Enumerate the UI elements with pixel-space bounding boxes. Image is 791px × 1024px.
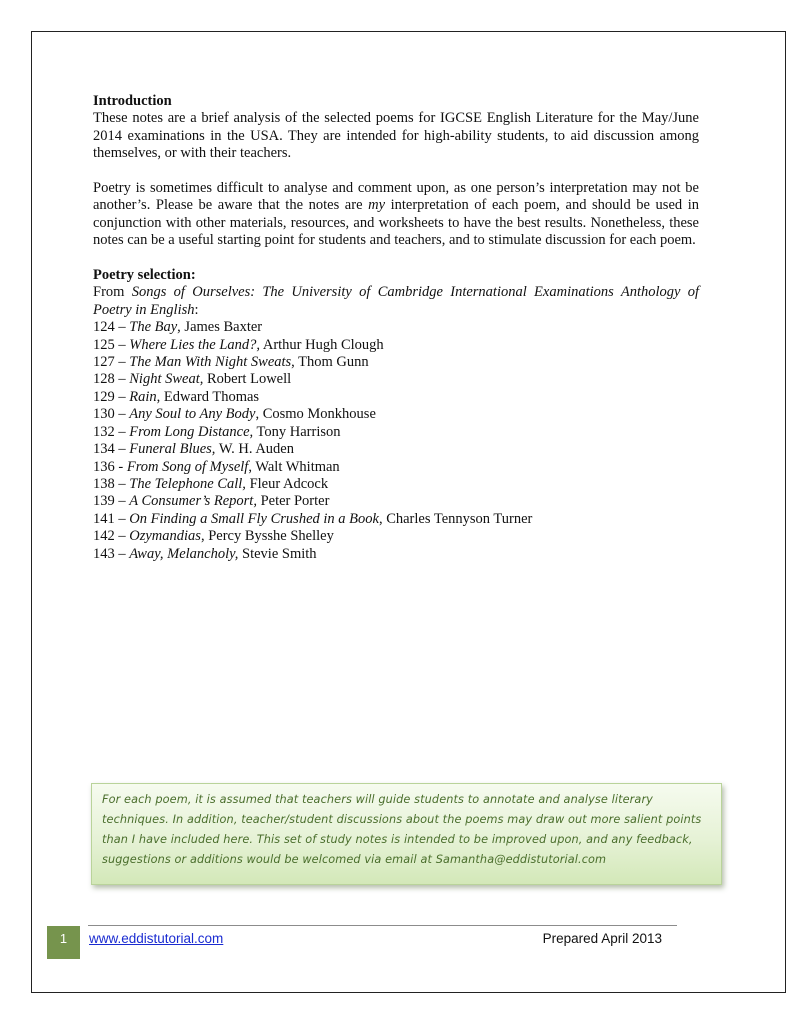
poem-list-item	[93, 528, 699, 545]
poem-list-item	[93, 354, 699, 371]
poem-title: The Man With Night Sweats	[129, 354, 292, 371]
anthology-title: Songs of Ourselves: The University of Cambridge International Examinations Anthology of Poetry in English	[93, 284, 700, 318]
poem-author: Peter Porter	[260, 493, 330, 510]
poem-author: Stevie Smith	[242, 545, 317, 562]
poem-author: Edward Thomas	[163, 388, 260, 405]
poem-list-item	[93, 424, 699, 441]
poem-page: 141 –	[93, 510, 130, 527]
poem-page: 142 –	[93, 528, 130, 545]
poem-list-item	[93, 337, 699, 354]
poem-title: Away, Melancholy,	[129, 545, 239, 562]
poem-author: Arthur Hugh Clough	[262, 336, 384, 353]
poem-page: 139 –	[93, 493, 130, 510]
page-number: 1	[59, 931, 68, 946]
poem-list-item	[93, 511, 699, 528]
poem-page: 125 –	[93, 336, 130, 353]
poem-list	[93, 319, 699, 563]
poem-author: Charles Tennyson Turner	[386, 510, 533, 527]
paragraph-text: Poetry is sometimes difficult to analyse and comment upon, as one person’s interpretation may not be another’s. Please be aware that the notes are	[93, 180, 699, 214]
poem-title: Where Lies the Land?,	[129, 336, 261, 353]
poem-author: Fleur Adcock	[249, 475, 329, 492]
emphasis-text: my	[368, 197, 386, 214]
poem-page: 129 –	[93, 388, 130, 405]
poem-title: Night Sweat,	[129, 371, 204, 388]
poem-list-item	[93, 476, 699, 493]
poem-separator: ,	[200, 528, 209, 545]
poem-author: Thom Gunn	[298, 354, 369, 371]
poem-title: The Bay	[129, 319, 178, 336]
spacer	[93, 250, 699, 267]
poem-separator: ,	[177, 319, 185, 336]
poem-list-item	[93, 441, 699, 458]
poem-title: The Telephone Call,	[129, 475, 246, 492]
from-prefix: From	[93, 284, 132, 301]
spacer	[93, 163, 699, 180]
poem-title: On Finding a Small Fly Crushed in a Book	[129, 510, 379, 527]
poem-separator: ,	[291, 354, 299, 371]
introduction-heading: Introduction	[93, 93, 172, 109]
poem-author: James Baxter	[184, 319, 263, 336]
study-note-text: For each poem, it is assumed that teachers will guide students to annotate and analyse literary techniques. In addition, teacher/student discussions about the poems may draw out more salient points than I have included here. This set of study notes is intended to be improved upon, and any feedback, suggestions or additions would be welcomed via email at Samantha@eddistutorial.com	[102, 793, 702, 866]
footer-divider	[88, 925, 677, 926]
poem-title: From Long Distance,	[129, 423, 254, 440]
poem-separator: ,	[378, 510, 387, 527]
poem-page: 127 –	[93, 354, 130, 371]
poem-page: 136 -	[93, 458, 127, 475]
poem-list-item	[93, 493, 699, 510]
poem-list-item	[93, 459, 699, 476]
introduction-paragraph-1: These notes are a brief analysis of the selected poems for IGCSE English Literature for the May/June 2014 examinations in the USA. They are intended for high-ability students, to aid discussion among themselves, or with their teachers.	[93, 110, 699, 162]
poem-separator: ,	[248, 458, 256, 475]
document-body	[93, 93, 699, 563]
poem-author: Cosmo Monkhouse	[262, 406, 376, 423]
poem-title: Rain	[129, 388, 157, 405]
poem-author: Walt Whitman	[255, 458, 340, 475]
poem-page: 134 –	[93, 441, 130, 458]
poem-page: 132 –	[93, 423, 130, 440]
poem-title: Funeral Blues,	[129, 441, 216, 458]
poem-list-item	[93, 319, 699, 336]
poem-separator: ,	[255, 406, 263, 423]
poem-list-item	[93, 371, 699, 388]
poem-title: Ozymandias	[129, 528, 201, 545]
poem-author: Tony Harrison	[256, 423, 341, 440]
poem-page: 128 –	[93, 371, 130, 388]
poem-page: 124 –	[93, 319, 130, 336]
poem-list-item	[93, 546, 699, 563]
poem-title: A Consumer’s Report,	[129, 493, 257, 510]
poem-author: W. H. Auden	[218, 441, 294, 458]
poem-title: From Song of Myself	[126, 458, 249, 475]
page-number-badge	[47, 926, 80, 959]
poem-page: 143 –	[93, 545, 130, 562]
introduction-paragraph-2	[93, 180, 699, 250]
poem-title: Any Soul to Any Body	[129, 406, 256, 423]
poem-author: Robert Lowell	[207, 371, 292, 388]
prepared-date: Prepared April 2013	[542, 931, 662, 946]
paragraph-text: interpretation of each poem, and should be used in conjunction with other materials, resources, and worksheets to have the best results. Nonetheless, these notes can be a useful starting point for students and teachers, and to stimulate discussion for each poem.	[93, 197, 700, 249]
poem-page: 138 –	[93, 475, 130, 492]
study-note-callout	[91, 783, 722, 885]
anthology-source	[93, 284, 699, 319]
poetry-selection-heading: Poetry selection:	[93, 267, 196, 284]
website-link[interactable]: www.eddistutorial.com	[89, 931, 224, 946]
poem-list-item	[93, 389, 699, 406]
poem-list-item	[93, 406, 699, 423]
from-suffix: :	[194, 301, 199, 318]
poem-separator: ,	[156, 388, 164, 405]
poem-page: 130 –	[93, 406, 130, 423]
poem-author: Percy Bysshe Shelley	[208, 528, 334, 545]
